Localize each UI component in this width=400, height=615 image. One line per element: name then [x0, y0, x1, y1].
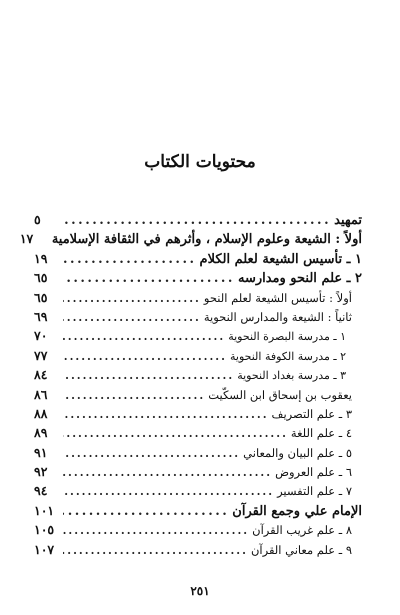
toc-entry	[34, 462, 362, 481]
page-number: ٢٥١	[190, 584, 210, 598]
leader-dots	[63, 444, 240, 463]
toc-entry-page: ٦٩	[34, 308, 48, 324]
leader-dots	[63, 347, 227, 366]
toc-entry-page: ٧٠	[34, 328, 48, 344]
toc-entry-label: ١ ـ تأسيس الشيعة لعلم الكلام	[199, 251, 362, 267]
toc-entry	[34, 365, 362, 384]
leader-dots	[63, 521, 249, 540]
toc-entry	[34, 268, 362, 287]
toc-entry-page: ٨٦	[34, 386, 48, 402]
toc-entry-label: ٨ ـ علم غريب القرآن	[252, 523, 352, 538]
toc-entry-label: ٩ ـ علم معاني القرآن	[250, 542, 352, 557]
toc-entry	[34, 385, 362, 404]
toc-entry-page: ١٠٥	[34, 522, 55, 538]
leader-dots	[63, 211, 331, 230]
toc-entry-page: ٨٨	[34, 405, 48, 421]
toc-entry-label: ٦ ـ علم العروض	[275, 465, 352, 480]
leader-dots	[63, 289, 201, 308]
leader-dots	[63, 424, 288, 443]
toc-entry-page: ٦٥	[34, 270, 48, 286]
toc-entry-label: ١ ـ مدرسة البصرة النحوية	[228, 330, 346, 344]
leader-dots	[63, 541, 248, 560]
leader-dots	[63, 308, 201, 327]
toc-entry-page: ٩١	[34, 444, 48, 460]
toc-entry-label: أولاً : الشيعة وعلوم الإسلام ، وأثرهم في الثقافة الإسلامية	[51, 232, 362, 248]
leader-dots	[63, 250, 197, 269]
toc-entry	[19, 229, 362, 248]
toc-entry-page: ١٩	[34, 250, 48, 266]
toc-entry-page: ١٠١	[34, 502, 55, 518]
toc-entry-label: الإمام علي وجمع القرآن	[232, 503, 362, 519]
toc-entry	[34, 501, 362, 520]
table-of-contents	[19, 210, 362, 559]
leader-dots	[63, 482, 274, 501]
leader-dots	[63, 366, 234, 385]
toc-entry-label: ٣ ـ علم التصريف	[271, 406, 352, 421]
toc-entry	[34, 481, 362, 500]
toc-entry-label: يعقوب بن إسحاق ابن السكّيت	[208, 387, 352, 402]
toc-entry	[34, 307, 362, 326]
leader-dots	[63, 386, 205, 405]
toc-entry-page: ٩٤	[34, 483, 48, 499]
toc-entry	[34, 443, 362, 462]
toc-entry-page: ١٧	[19, 231, 34, 247]
toc-entry-label: ٣ ـ مدرسة بغداد النحوية	[237, 369, 346, 383]
toc-entry-page: ٨٤	[34, 367, 48, 383]
toc-entry	[34, 540, 362, 559]
toc-entry	[34, 520, 362, 539]
leader-dots	[63, 502, 229, 521]
toc-entry-page: ١٠٧	[34, 541, 55, 557]
toc-entry	[34, 249, 362, 268]
toc-entry-page: ٥	[34, 212, 41, 227]
toc-entry-label: تمهيد	[334, 213, 362, 228]
toc-entry	[34, 288, 362, 307]
toc-entry	[34, 210, 362, 229]
toc-entry	[34, 326, 362, 345]
toc-entry-label: ٢ ـ علم النحو ومدارسه	[237, 271, 362, 287]
toc-entry-label: ٧ ـ علم التفسير	[277, 484, 352, 499]
toc-entry	[34, 346, 362, 365]
leader-dots	[63, 463, 272, 482]
toc-entry-page: ٨٩	[34, 425, 48, 441]
toc-entry-label: ٤ ـ علم اللغة	[290, 426, 352, 441]
page-title: محتويات الكتاب	[144, 152, 256, 172]
toc-entry-label: ٥ ـ علم البيان والمعاني	[243, 445, 352, 460]
toc-entry-page: ٧٧	[34, 347, 48, 363]
toc-entry-page: ٦٥	[34, 289, 48, 305]
toc-entry-label: ثانياً : الشيعة والمدارس النحوية	[203, 309, 352, 324]
toc-entry-label: ٢ ـ مدرسة الكوفة النحوية	[229, 349, 346, 363]
toc-entry	[34, 404, 362, 423]
leader-dots	[63, 269, 235, 288]
leader-dots	[63, 405, 269, 424]
leader-dots	[63, 327, 225, 346]
toc-entry-label: أولاً : تأسيس الشيعة لعلم النحو	[203, 290, 352, 305]
toc-entry	[34, 423, 362, 442]
toc-entry-page: ٩٢	[34, 464, 48, 480]
